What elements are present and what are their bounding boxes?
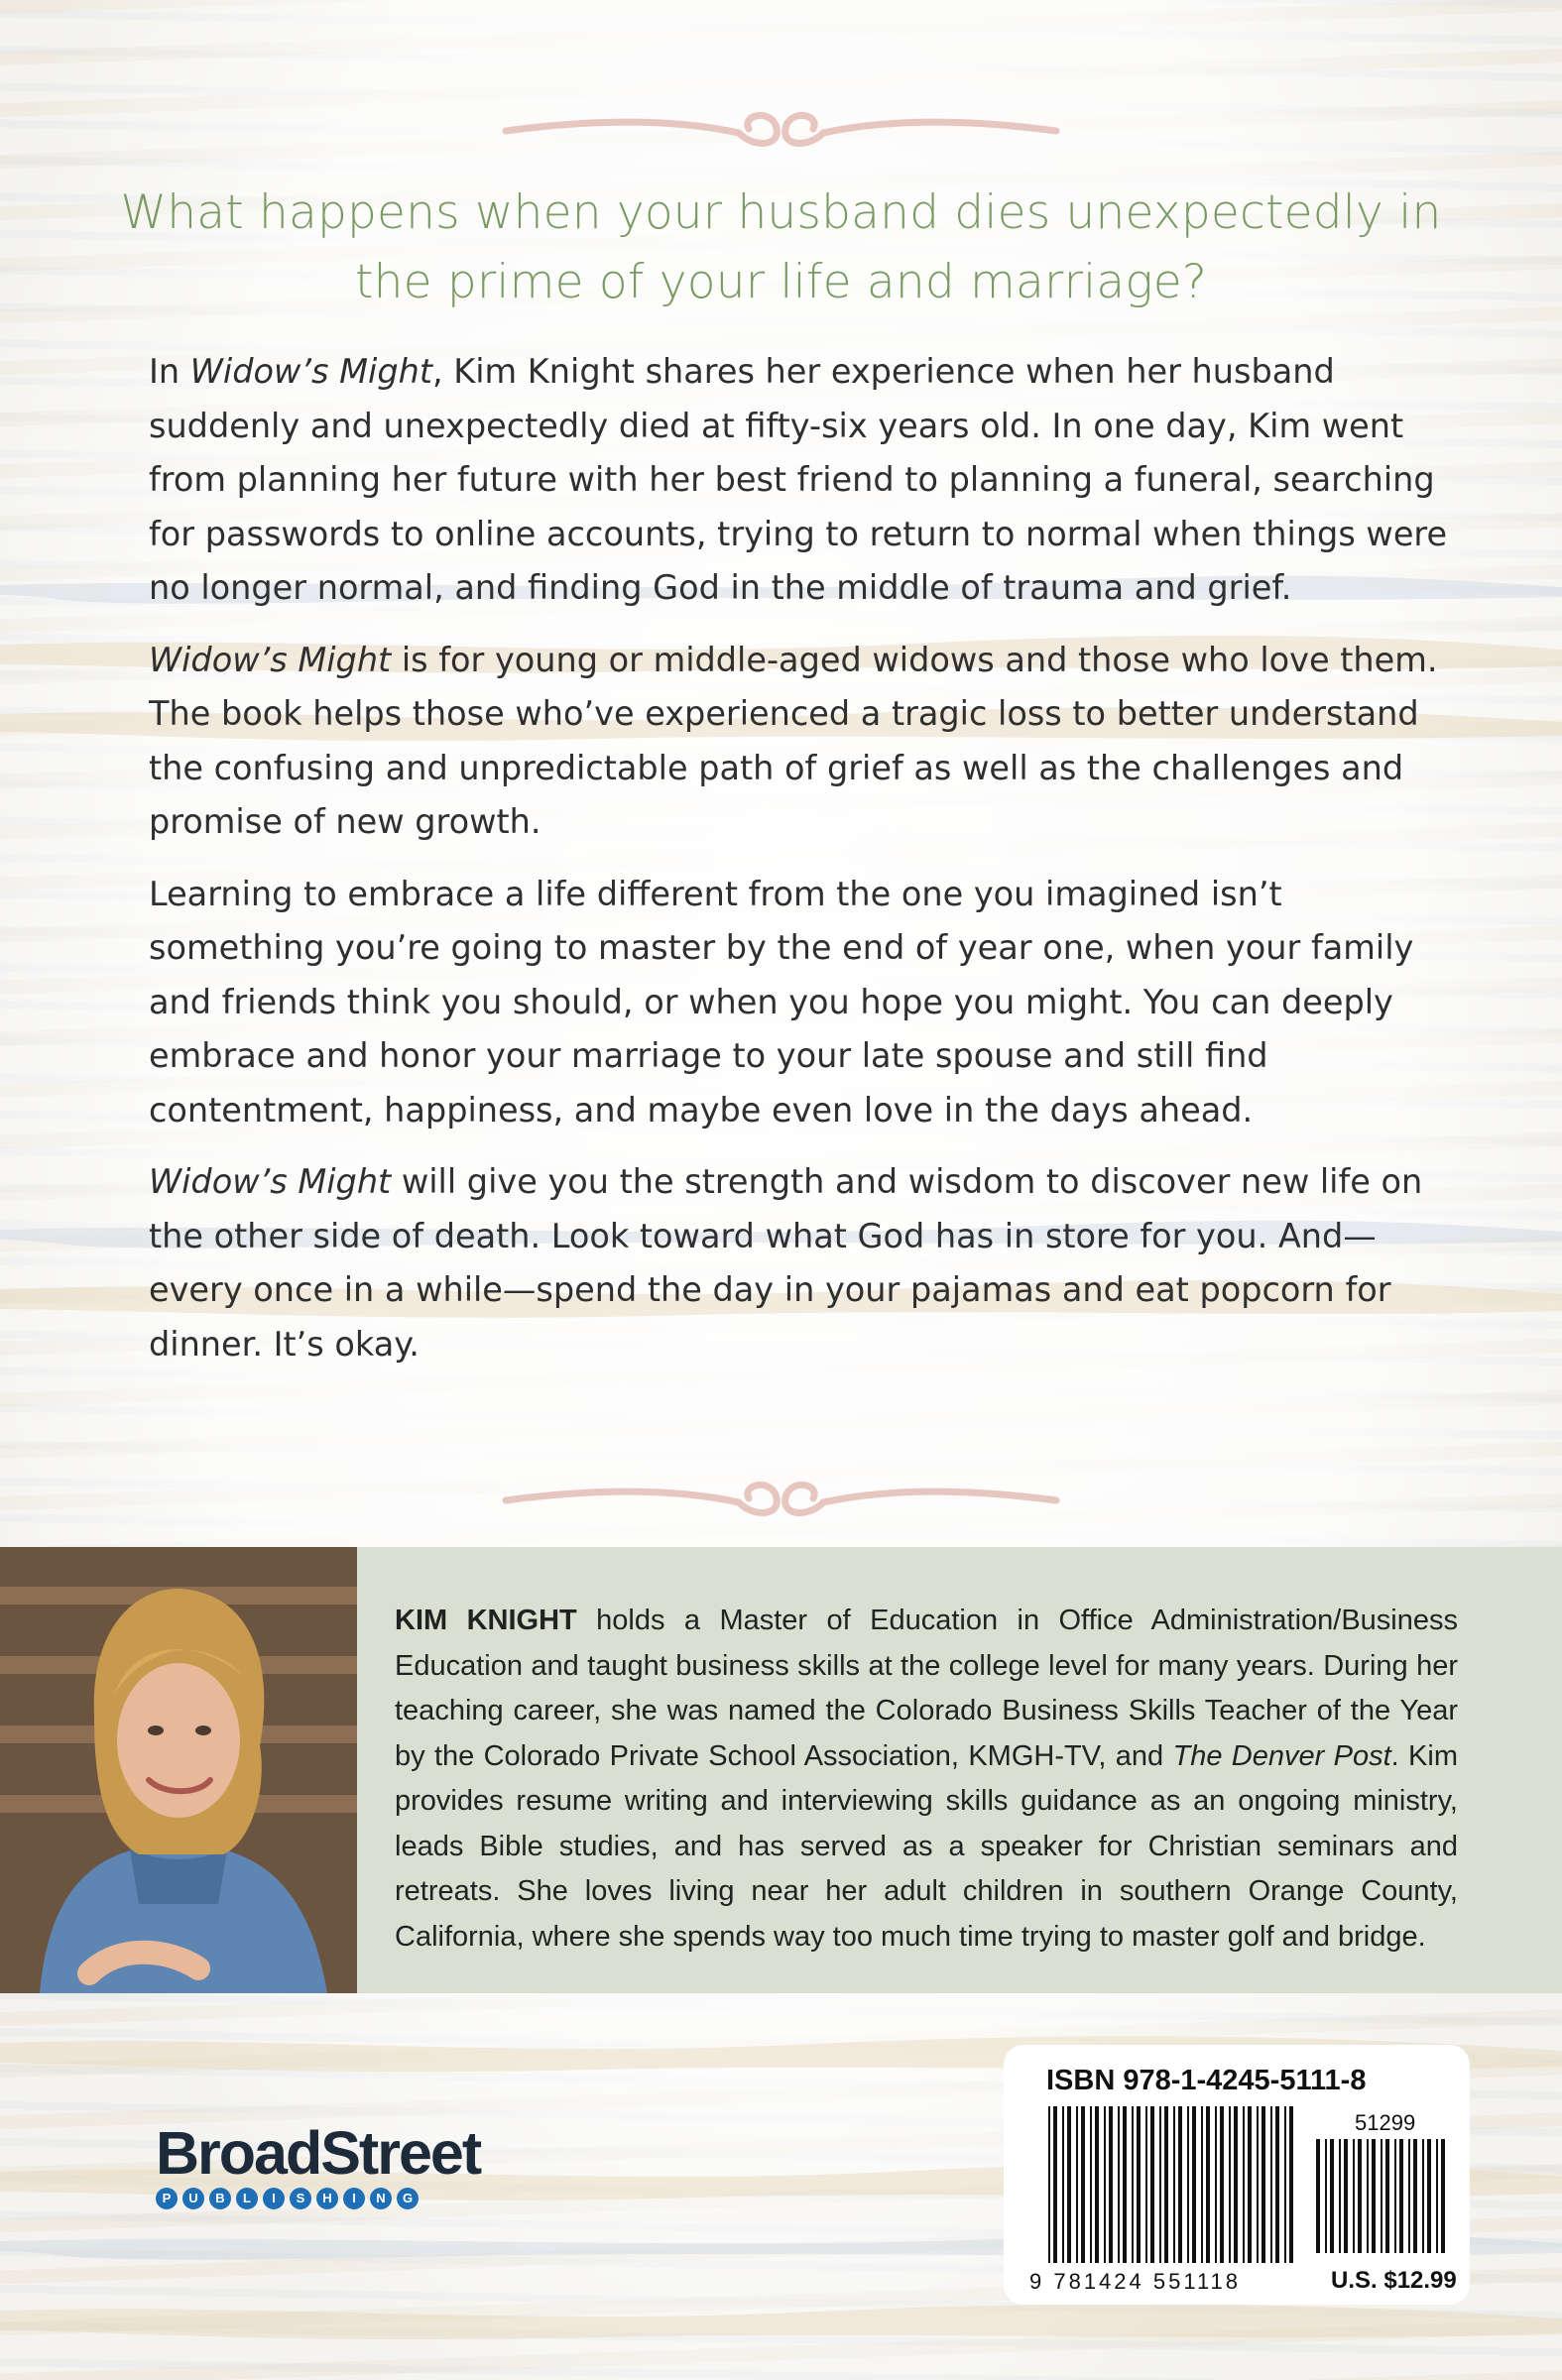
barcode-bar bbox=[1132, 2106, 1134, 2263]
publisher-letter-dot: G bbox=[397, 2188, 419, 2209]
isbn-label: ISBN 978-1-4245-5111-8 bbox=[1046, 2065, 1367, 2096]
barcode-bar bbox=[1381, 2139, 1382, 2253]
barcode-bar bbox=[1408, 2139, 1410, 2253]
barcode-bar bbox=[1178, 2106, 1182, 2263]
ean-digits: 9 781424 551118 bbox=[1029, 2269, 1242, 2294]
barcode-bar bbox=[1229, 2106, 1231, 2263]
publisher-letter-dot: H bbox=[316, 2188, 338, 2209]
barcode-bar bbox=[1427, 2139, 1431, 2253]
price-code: 51299 bbox=[1355, 2110, 1416, 2135]
barcode-bar bbox=[1081, 2106, 1085, 2263]
barcode-bar bbox=[1192, 2106, 1196, 2263]
barcode-bar bbox=[1399, 2139, 1403, 2253]
barcode-bar bbox=[1150, 2106, 1154, 2263]
barcode-bar bbox=[1436, 2139, 1438, 2253]
publisher-letter-dot: I bbox=[263, 2188, 285, 2209]
paragraph-text: is for young or middle-aged widows and those who love them. The book helps those who’ve experienced a tragic loss to better understand the confusing and unpredictable path of grief as well as the challenges and promise of new growth. bbox=[149, 640, 1438, 841]
barcode-bar bbox=[1289, 2106, 1293, 2263]
bio-newspaper-title: The Denver Post bbox=[1172, 1739, 1391, 1772]
publisher-letter-dot: P bbox=[156, 2188, 178, 2209]
author-name: KIM KNIGHT bbox=[395, 1605, 577, 1636]
barcode-bar bbox=[1159, 2106, 1161, 2263]
paragraph-text: Learning to embrace a life different from the one you imagined isn’t something you’re going to master by the end of year one, when your family and friends think you should, or when you hope you might. You can deeply embrace and honor your marriage to your late spouse and still find contentment, happiness, and maybe even love in the days ahead. bbox=[149, 874, 1414, 1130]
barcode-bar bbox=[1090, 2106, 1092, 2263]
barcode-bar bbox=[1118, 2106, 1120, 2263]
barcode-bar bbox=[1095, 2106, 1099, 2263]
barcode-bar bbox=[1137, 2106, 1141, 2263]
barcode-bar bbox=[1109, 2106, 1113, 2263]
description-paragraph bbox=[149, 1155, 1458, 1371]
barcode-bar bbox=[1270, 2106, 1272, 2263]
barcode-bar bbox=[1243, 2106, 1245, 2263]
publisher-letter-dot: S bbox=[290, 2188, 311, 2209]
barcode-bar bbox=[1123, 2106, 1127, 2263]
barcode-bar bbox=[1422, 2139, 1424, 2253]
barcode-bar bbox=[1257, 2106, 1259, 2263]
barcode-bar bbox=[1372, 2139, 1376, 2253]
publisher-subtitle bbox=[156, 2188, 533, 2209]
barcode-bar bbox=[1173, 2106, 1175, 2263]
barcode-bar bbox=[1344, 2139, 1348, 2253]
publisher-letter-dot: I bbox=[343, 2188, 365, 2209]
barcode-bar bbox=[1145, 2106, 1147, 2263]
barcode-bar bbox=[1316, 2139, 1320, 2253]
barcode-bar bbox=[1284, 2106, 1286, 2263]
book-title-italic: Widow’s Might bbox=[189, 352, 432, 391]
barcode-bar bbox=[1248, 2106, 1252, 2263]
description-paragraph bbox=[149, 868, 1458, 1138]
description-paragraph bbox=[149, 345, 1458, 616]
barcode-bar bbox=[1215, 2106, 1217, 2263]
barcode-bar bbox=[1076, 2106, 1078, 2263]
barcode-bar bbox=[1053, 2106, 1057, 2263]
barcode-bar bbox=[1104, 2106, 1106, 2263]
barcode-panel bbox=[1004, 2045, 1470, 2305]
publisher-letter-dot: N bbox=[370, 2188, 392, 2209]
publisher-name: BroadStreet bbox=[156, 2119, 481, 2187]
barcode-bar bbox=[1234, 2106, 1238, 2263]
barcode-bar bbox=[1048, 2106, 1050, 2263]
barcode-bar bbox=[1201, 2106, 1203, 2263]
book-title-italic: Widow’s Might bbox=[149, 640, 392, 679]
barcode-bar bbox=[1062, 2106, 1064, 2263]
barcode-bar bbox=[1339, 2139, 1341, 2253]
description-paragraph bbox=[149, 634, 1458, 850]
bio-text-part-1: holds a Master of Education in Office Administration/Business Education and taught business skills at the college level for many years. During her teaching career, she was named the Colorado Business Skills Teacher of the Year by the Colorado Private School Association, KMGH-TV, and bbox=[395, 1605, 1458, 1772]
barcode-bar bbox=[1413, 2139, 1417, 2253]
barcode-bar bbox=[1330, 2139, 1334, 2253]
bio-text-part-2: . Kim provides resume writing and interviewing skills guidance as an ongoing ministry, leads Bible studies, and has served as a speaker for Christian seminars and retreats. She loves living near her adult children in southern Orange County, California, where she spends way too much time trying to master golf and bridge. bbox=[395, 1739, 1458, 1953]
publisher-letter-dot: U bbox=[182, 2188, 204, 2209]
paragraph-text: , Kim Knight shares her experience when her husband suddenly and unexpectedly died at fifty-six years old. In one day, Kim went from planning her future with her best friend to planning a funeral, searching for passwords to online accounts, trying to return to normal when things were no longer normal, and finding God in the middle of trauma and grief. bbox=[149, 352, 1448, 607]
barcode-bar bbox=[1394, 2139, 1396, 2253]
book-description bbox=[149, 345, 1458, 1389]
top-flourish-ornament bbox=[0, 89, 1562, 178]
barcode-bar bbox=[1067, 2106, 1071, 2263]
barcode-bar bbox=[1358, 2139, 1362, 2253]
barcode-bar bbox=[1206, 2106, 1210, 2263]
barcode-bar bbox=[1353, 2139, 1355, 2253]
publisher-letter-dot: B bbox=[209, 2188, 231, 2209]
publisher-letter-dot: L bbox=[236, 2188, 258, 2209]
barcode-graphic bbox=[1004, 2045, 1470, 2305]
headline-question: What happens when your husband dies unexpectedly in the prime of your life and marriage? bbox=[120, 185, 1442, 309]
book-title-italic: Widow’s Might bbox=[149, 1162, 392, 1201]
barcode-bar bbox=[1187, 2106, 1189, 2263]
barcode-bar bbox=[1367, 2139, 1369, 2253]
author-photo bbox=[0, 1547, 357, 1993]
barcode-bar bbox=[1220, 2106, 1224, 2263]
author-bio-section bbox=[0, 1547, 1562, 1993]
paragraph-text: In bbox=[149, 352, 190, 391]
barcode-bar bbox=[1262, 2106, 1265, 2263]
bottom-flourish-ornament bbox=[0, 1453, 1562, 1542]
paragraph-text: will give you the strength and wisdom to discover new life on the other side of death. Look toward what God has in store for you. And—every once in a while—spend the day in your pajamas and eat popcorn for dinner. It’s okay. bbox=[149, 1162, 1423, 1364]
barcode-bar bbox=[1441, 2139, 1445, 2253]
barcode-bar bbox=[1164, 2106, 1168, 2263]
author-bio-text bbox=[395, 1599, 1458, 1960]
barcode-bar bbox=[1325, 2139, 1327, 2253]
barcode-bar bbox=[1385, 2139, 1389, 2253]
publisher-logo bbox=[156, 2119, 533, 2221]
barcode-bar bbox=[1275, 2106, 1279, 2263]
price-label: U.S. $12.99 bbox=[1331, 2267, 1457, 2294]
